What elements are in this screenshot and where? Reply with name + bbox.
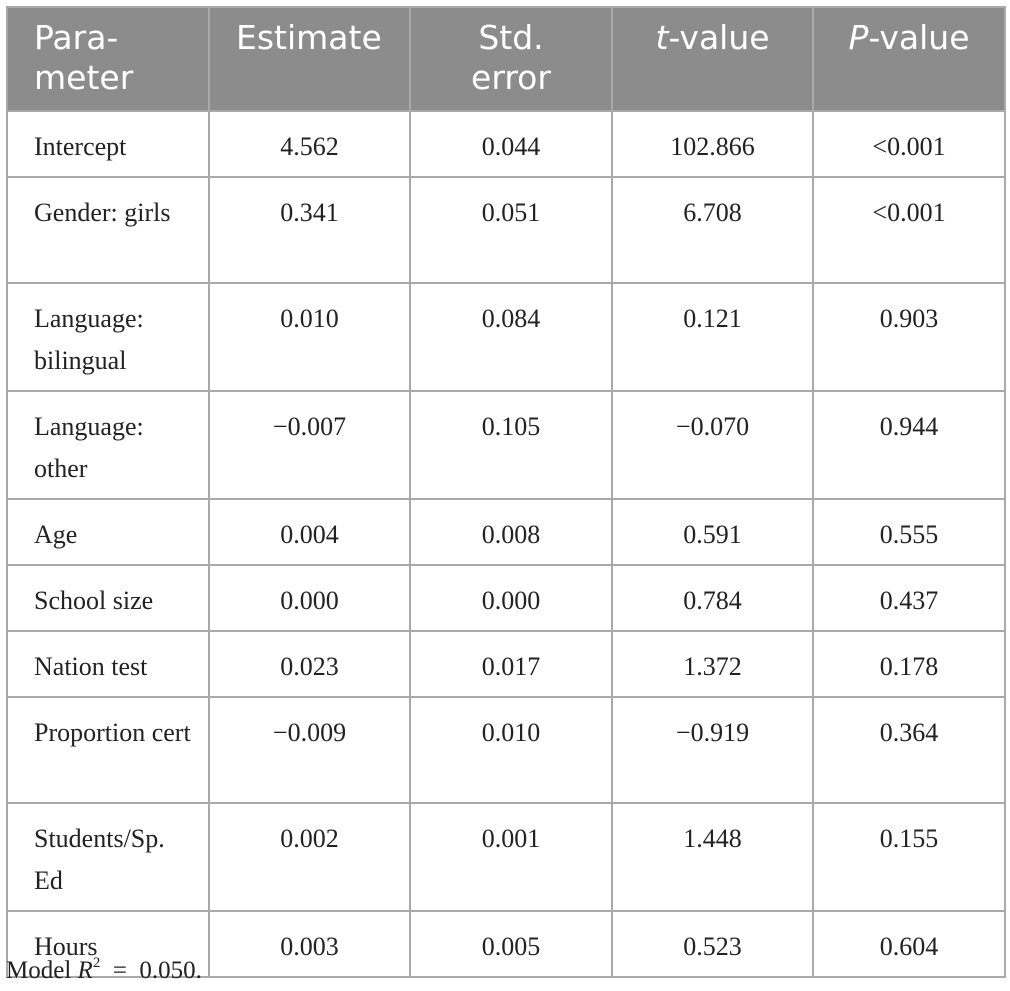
cell-std-error: 0.051: [410, 177, 612, 283]
cell-p-value: <0.001: [813, 177, 1005, 283]
cell-p-value: 0.178: [813, 631, 1005, 697]
cell-estimate: −0.007: [209, 391, 410, 499]
table-row: [7, 565, 1005, 631]
cell-estimate: 0.002: [209, 803, 410, 911]
cell-parameter: Nation test: [7, 631, 209, 697]
cell-std-error: 0.005: [410, 911, 612, 977]
table-row: [7, 499, 1005, 565]
footnote-superscript: 2: [92, 955, 101, 971]
cell-p-value: 0.604: [813, 911, 1005, 977]
cell-std-error: 0.105: [410, 391, 612, 499]
cell-std-error: 0.000: [410, 565, 612, 631]
cell-estimate: −0.009: [209, 697, 410, 803]
cell-std-error: 0.010: [410, 697, 612, 803]
header-p-value: [813, 7, 1005, 111]
cell-t-value: −0.919: [612, 697, 813, 803]
cell-parameter: Gender: girls: [7, 177, 209, 283]
header-p-value-label: -value: [868, 18, 970, 57]
cell-std-error: 0.008: [410, 499, 612, 565]
table-row: [7, 283, 1005, 391]
cell-p-value: <0.001: [813, 111, 1005, 177]
header-estimate: [209, 7, 410, 111]
regression-table: [6, 6, 1006, 978]
cell-parameter: Intercept: [7, 111, 209, 177]
footnote-symbol: R: [77, 957, 93, 984]
cell-t-value: 0.591: [612, 499, 813, 565]
header-parameter: [7, 7, 209, 111]
header-t-symbol: t: [655, 18, 669, 57]
table-row: [7, 631, 1005, 697]
cell-std-error: 0.044: [410, 111, 612, 177]
cell-p-value: 0.944: [813, 391, 1005, 499]
cell-t-value: 0.523: [612, 911, 813, 977]
cell-estimate: 0.023: [209, 631, 410, 697]
cell-estimate: 0.003: [209, 911, 410, 977]
table-row: [7, 697, 1005, 803]
table-row: [7, 803, 1005, 911]
header-p-symbol: P: [848, 18, 869, 57]
cell-parameter: School size: [7, 565, 209, 631]
cell-std-error: 0.084: [410, 283, 612, 391]
cell-std-error: 0.017: [410, 631, 612, 697]
header-parameter-label: Para- meter: [34, 18, 134, 97]
cell-parameter: Hours: [7, 911, 209, 977]
cell-t-value: 102.866: [612, 111, 813, 177]
footnote-prefix: Model: [6, 957, 78, 984]
cell-parameter: Language: other: [7, 391, 209, 499]
cell-t-value: 6.708: [612, 177, 813, 283]
cell-t-value: 1.372: [612, 631, 813, 697]
cell-p-value: 0.903: [813, 283, 1005, 391]
header-std-error: [410, 7, 612, 111]
cell-p-value: 0.364: [813, 697, 1005, 803]
cell-p-value: 0.155: [813, 803, 1005, 911]
header-t-value: [612, 7, 813, 111]
table-row: [7, 391, 1005, 499]
cell-estimate: 0.004: [209, 499, 410, 565]
cell-estimate: 0.000: [209, 565, 410, 631]
cell-parameter: Language: bilingual: [7, 283, 209, 391]
cell-p-value: 0.555: [813, 499, 1005, 565]
cell-estimate: 0.341: [209, 177, 410, 283]
header-t-value-label: -value: [668, 18, 770, 57]
cell-p-value: 0.437: [813, 565, 1005, 631]
cell-parameter: Proportion cert: [7, 697, 209, 803]
header-std-error-label: Std. error: [471, 18, 551, 97]
cell-t-value: 1.448: [612, 803, 813, 911]
footnote-suffix: = 0.050.: [100, 957, 202, 984]
cell-t-value: 0.784: [612, 565, 813, 631]
cell-parameter: Students/Sp. Ed: [7, 803, 209, 911]
cell-t-value: −0.070: [612, 391, 813, 499]
table-row: [7, 111, 1005, 177]
cell-estimate: 0.010: [209, 283, 410, 391]
table-header-row: [7, 7, 1005, 111]
header-estimate-label: Estimate: [236, 18, 382, 57]
cell-parameter: Age: [7, 499, 209, 565]
cell-t-value: 0.121: [612, 283, 813, 391]
table-footnote: [6, 955, 202, 985]
cell-std-error: 0.001: [410, 803, 612, 911]
table-row: [7, 177, 1005, 283]
cell-estimate: 4.562: [209, 111, 410, 177]
